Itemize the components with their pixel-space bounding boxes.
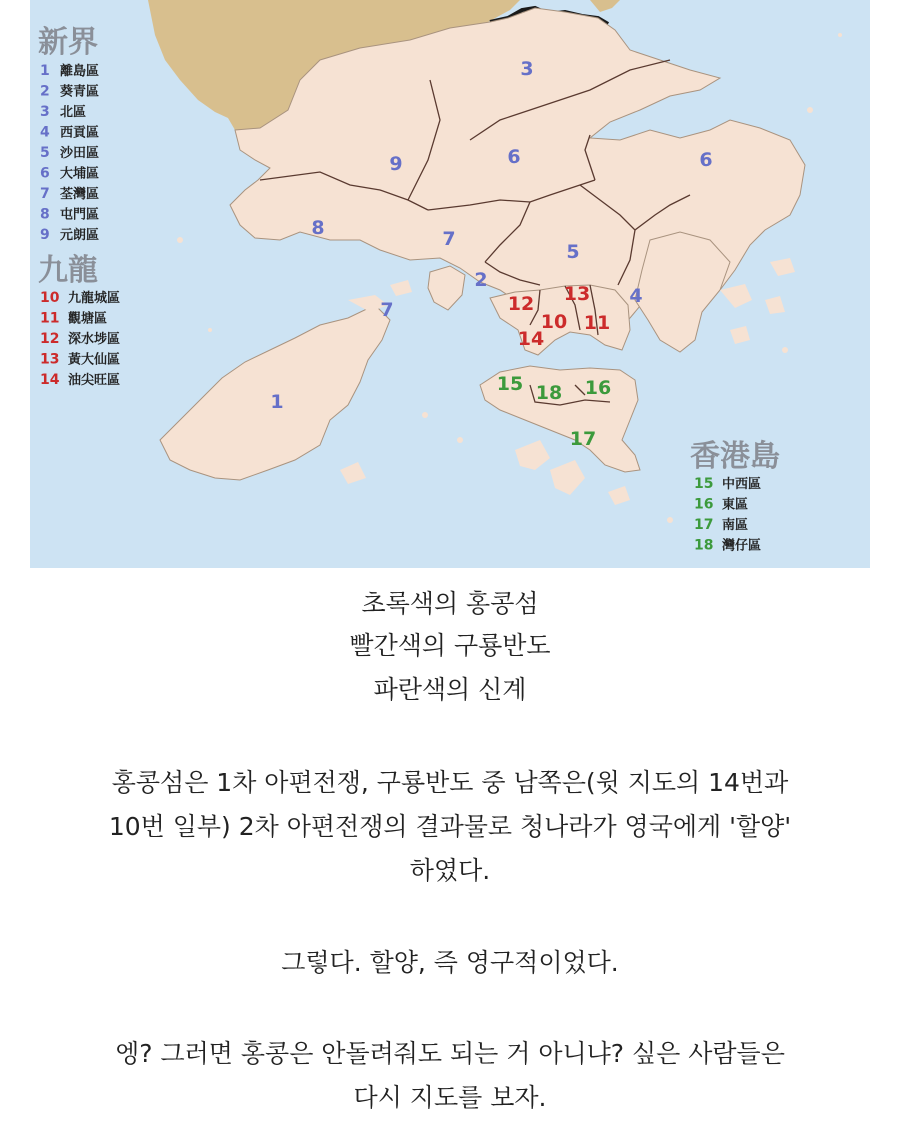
legend-number: 14 [40,372,60,388]
legend-number: 13 [40,351,60,368]
caption-line-green: 초록색의 홍콩섬 [361,589,539,618]
legend-district-name: 葵青區 [60,84,100,100]
district-label-17: 17 [569,428,597,450]
legend-district-name: 西貢區 [60,125,100,141]
caption-line-blue: 파란색의 신계 [373,675,527,704]
paragraph-1-line-3: 하였다. [409,856,491,885]
district-label-10: 10 [540,311,568,333]
district-label-18: 18 [535,382,563,404]
district-label-7: 7 [380,299,394,321]
legend-number: 9 [40,227,50,243]
district-label-8: 8 [311,217,325,239]
paragraph-3-line-2: 다시 지도를 보자. [353,1083,547,1112]
legend-district-name: 黃大仙區 [68,352,121,368]
legend-number: 5 [40,145,50,161]
legend-number: 18 [694,537,714,554]
hong-kong-district-map [30,0,870,568]
legend-number: 15 [694,476,714,492]
district-label-12: 12 [507,293,535,315]
district-label-14: 14 [517,328,545,350]
caption-line-red: 빨간색의 구룡반도 [349,631,551,660]
legend-number: 3 [40,104,50,120]
district-label-7: 7 [442,228,456,250]
legend-number: 7 [40,186,50,202]
paragraph-3-line-1: 엥? 그러면 홍콩은 안돌려줘도 되는 거 아니냐? 싶은 사람들은 [115,1039,785,1068]
legend-number: 16 [694,496,714,513]
legend-number: 6 [40,165,50,182]
legend-district-name: 中西區 [722,477,762,492]
legend-district-name: 九龍城區 [68,291,121,306]
district-label-9: 9 [389,153,403,175]
district-label-6: 6 [699,149,713,171]
legend-district-name: 南區 [722,518,749,533]
legend-number: 4 [40,124,50,141]
legend-district-name: 東區 [722,497,749,513]
legend-new-territories [38,25,99,243]
legend-number: 1 [40,63,50,79]
legend-district-name: 大埔區 [60,166,100,182]
legend-number: 17 [694,517,714,533]
legend-district-name: 油尖旺區 [68,373,121,388]
district-label-3: 3 [520,58,534,80]
district-label-5: 5 [566,241,580,263]
district-label-4: 4 [629,285,643,307]
legend-number: 8 [40,206,50,223]
district-label-1: 1 [270,391,284,413]
legend-district-name: 元朗區 [60,228,100,243]
legend-district-name: 灣仔區 [722,538,762,554]
legend-district-name: 深水埗區 [68,332,121,347]
legend-district-name: 觀塘區 [68,311,108,327]
district-label-13: 13 [563,283,591,305]
legend-number: 11 [40,310,60,327]
paragraph-1-line-2: 10번 일부) 2차 아편전쟁의 결과물로 청나라가 영국에게 '할양' [108,812,792,841]
legend-district-name: 北區 [60,105,87,120]
district-label-2: 2 [474,269,488,291]
paragraph-1-line-1: 홍콩섬은 1차 아편전쟁, 구룡반도 중 남쪽은(윗 지도의 14번과 [111,768,789,797]
legend-district-name: 沙田區 [60,146,100,161]
legend-title-hong-kong-island: 香港島 [690,439,780,474]
district-label-16: 16 [584,377,612,399]
legend-number: 12 [40,331,60,347]
legend-district-name: 荃灣區 [60,187,100,202]
district-label-6: 6 [507,146,521,168]
legend-number: 10 [40,290,60,306]
legend-district-name: 離島區 [60,64,100,79]
legend-number: 2 [40,83,50,100]
district-label-15: 15 [496,373,524,395]
paragraph-2-line-1: 그렇다. 할양, 즉 영구적이었다. [281,948,619,977]
legend-title-new-territories: 新界 [38,25,98,60]
legend-district-name: 屯門區 [60,207,100,223]
district-label-11: 11 [583,312,611,334]
legend-title-kowloon: 九龍 [38,253,98,288]
